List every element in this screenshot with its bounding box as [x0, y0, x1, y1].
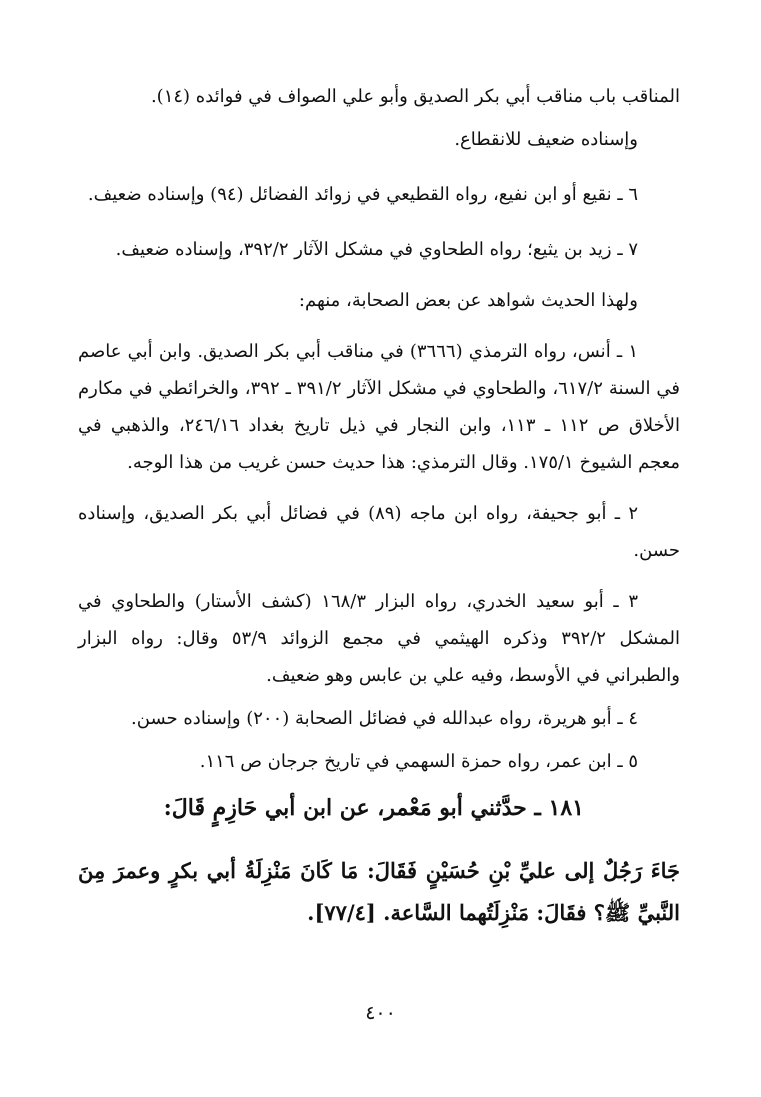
paragraph-witness-5: ٥ ـ ابن عمر، رواه حمزة السهمي في تاريخ جرجان ص ١١٦. — [199, 751, 638, 772]
paragraph-item-7: ٧ ـ زيد بن يثيع؛ رواه الطحاوي في مشكل الآثار ٣٩٢/٢، وإسناده ضعيف. — [115, 239, 638, 260]
paragraph-witness-3: ٣ ـ أبو سعيد الخدري، رواه البزار ١٦٨/٣ (كشف الأستار) والطحاوي في المشكل ٣٩٢/٢ وذكره الهيثمي في مجمع الزوائد ٥٣/٩ وقال: رواه البزار والطبراني في الأوسط، وفيه علي بن عابس وهو ضعيف. — [78, 591, 680, 686]
paragraph-item-6: ٦ ـ نقيع أو ابن نفيع، رواه القطيعي في زوائد الفضائل (٩٤) وإسناده ضعيف. — [87, 184, 638, 205]
paragraph-weak-chain: وإسناده ضعيف للانقطاع. — [454, 129, 638, 150]
paragraph-witness-2: ٢ ـ أبو جحيفة، رواه ابن ماجه (٨٩) في فضائل أبي بكر الصديق، وإسناده حسن. — [78, 503, 680, 561]
hadith-text: جَاءَ رَجُلٌ إلى عليِّ بْنِ حُسَيْنٍ فَقَالَ: مَا كَانَ مَنْزِلَةُ أبي بكرٍ وعمرَ مِنَ النَّبيِّ ﷺ؟ فقَالَ: مَنْزِلَتُهما السَّاعة. [٧٧/٤]. — [78, 858, 680, 925]
paragraph-manaqib-continuation: المناقب باب مناقب أبي بكر الصديق وأبو علي الصواف في فوائده (١٤). — [150, 86, 680, 107]
hadith-heading: ١٨١ ـ حدَّثني أبو مَعْمر، عن ابن أبي حَازِمٍ قَالَ: — [163, 795, 584, 821]
paragraph-witness-1: ١ ـ أنس، رواه الترمذي (٣٦٦٦) في مناقب أبي بكر الصديق. وابن أبي عاصم في السنة ٦١٧/٢، والطحاوي في مشكل الآثار ٣٩١/٢ ـ ٣٩٢، والخرائطي في مكارم الأخلاق ص ١١٢ ـ ١١٣، وابن النجار في ذيل تاريخ بغداد ٢٤٦/١٦، والذهبي في معجم الشيوخ ١٧٥/١. وقال الترمذي: هذا حديث حسن غريب من هذا الوجه. — [78, 341, 681, 473]
paragraph-witnesses-intro: ولهذا الحديث شواهد عن بعض الصحابة، منهم: — [298, 290, 638, 311]
page-number: ٤٠٠ — [365, 1002, 396, 1024]
page-body — [78, 78, 680, 955]
paragraph-witness-4: ٤ ـ أبو هريرة، رواه عبدالله في فضائل الصحابة (٢٠٠) وإسناده حسن. — [131, 708, 638, 729]
